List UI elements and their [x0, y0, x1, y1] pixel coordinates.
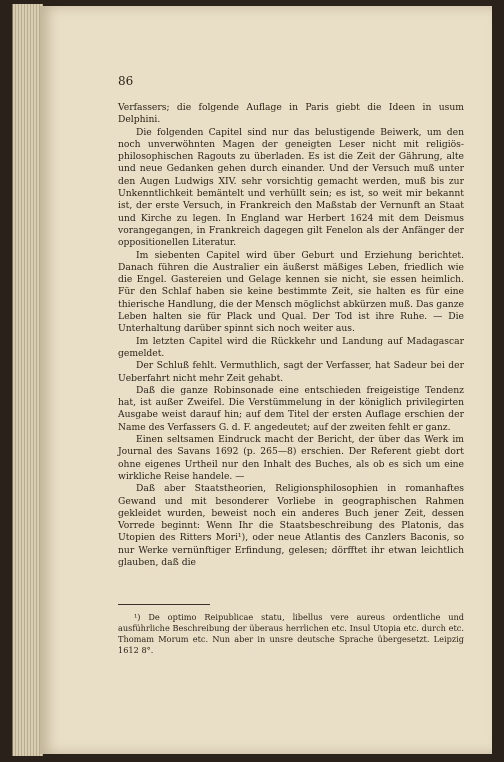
page-edges — [12, 4, 43, 756]
book-cover-edge — [492, 0, 504, 762]
paragraph: Im letzten Capitel wird die Rückkehr und Landung auf Madagascar gemeldet. — [118, 335, 464, 359]
footnote — [118, 612, 464, 656]
footnote-text: ¹) De optimo Reipublicae statu, libellus vere aureus ordentliche und ausführliche Beschreibung der überaus herrlichen etc. Insul Utopia etc. durch etc. Thomam Morum etc. Nun aber in unsre deutsche Sprache übergesetzt. Leipzig 1612 8°. — [118, 612, 464, 655]
paragraph: Daß die ganze Robinsonade eine entschieden freigeistige Tendenz hat, ist außer Zweifel. Die Verstümmelung in der königlich privilegirten Ausgabe weist darauf hin; auf dem Titel der ersten Auflage erschien der Name des Verfassers G. d. F. angedeutet; auf der zweiten fehlt er ganz. — [118, 384, 464, 433]
page-number: 86 — [118, 74, 134, 88]
paragraph: Im siebenten Capitel wird über Geburt und Erziehung berichtet. Danach führen die Australier ein äußerst mäßiges Leben, friedlich wie die Engel. Gastereien und Gelage kennen sie nicht, sie essen heimlich. Für den Schlaf haben sie keine bestimmte Zeit, sie halten es für eine thierische Handlung, die der Mensch möglichst abkürzen muß. Das ganze Leben halten sie für Plack und Qual. Der Tod ist ihre Ruhe. — Die Unterhaltung darüber spinnt sich noch weiter aus. — [118, 249, 464, 335]
body-text — [118, 102, 464, 569]
paragraph: Die folgenden Capitel sind nur das belustigende Beiwerk, um den noch unverwöhnten Magen der geneigten Leser nicht mit religiös-philosophischen Ragouts zu überladen. Es ist die Zeit der Gährung, alte und neue Gedanken gehen durch einander. Und der Versuch muß unter den Augen Ludwigs XIV. sehr vorsichtig gemacht werden, muß bis zur Unkenntlichkeit bemäntelt und verhüllt sein; es ist, so weit mir bekannt ist, der erste Versuch, in Frankreich den Maßstab der Vernunft an Staat und Kirche zu legen. In England war Herbert 1624 mit dem Deismus vorangegangen, in Frankreich dagegen gilt Fenelon als der Anfänger der oppositionellen Literatur. — [118, 126, 464, 249]
paragraph: Der Schluß fehlt. Vermuthlich, sagt der Verfasser, hat Sadeur bei der Ueberfahrt nicht mehr Zeit gehabt. — [118, 360, 464, 384]
footnote-divider — [118, 604, 210, 605]
paragraph: Verfassers; die folgende Auflage in Paris giebt die Ideen in usum Delphini. — [118, 102, 464, 126]
paragraph: Einen seltsamen Eindruck macht der Bericht, der über das Werk im Journal des Savans 1692 (p. 265—8) erschien. Der Referent giebt dort ohne eigenes Urtheil nur den Inhalt des Buches, als ob es sich um eine wirkliche Reise handele. — — [118, 434, 464, 482]
paragraph: Daß aber Staatstheorien, Religionsphilosophien in romanhaftes Gewand und mit besonderer Vorliebe in geographischen Rahmen gekleidet wurden, beweist noch ein anderes Buch jener Zeit, dessen Vorrede beginnt: Wenn Ihr die Staatsbeschreibung des Platonis, das Utopien des Ritters Mori¹), oder neue Atlantis des Canzlers Baconis, so nur Werke vernünftiger Erfindung, gelesen; dörfftet ihr etwan leichtlich glauben, daß die — [118, 483, 464, 568]
